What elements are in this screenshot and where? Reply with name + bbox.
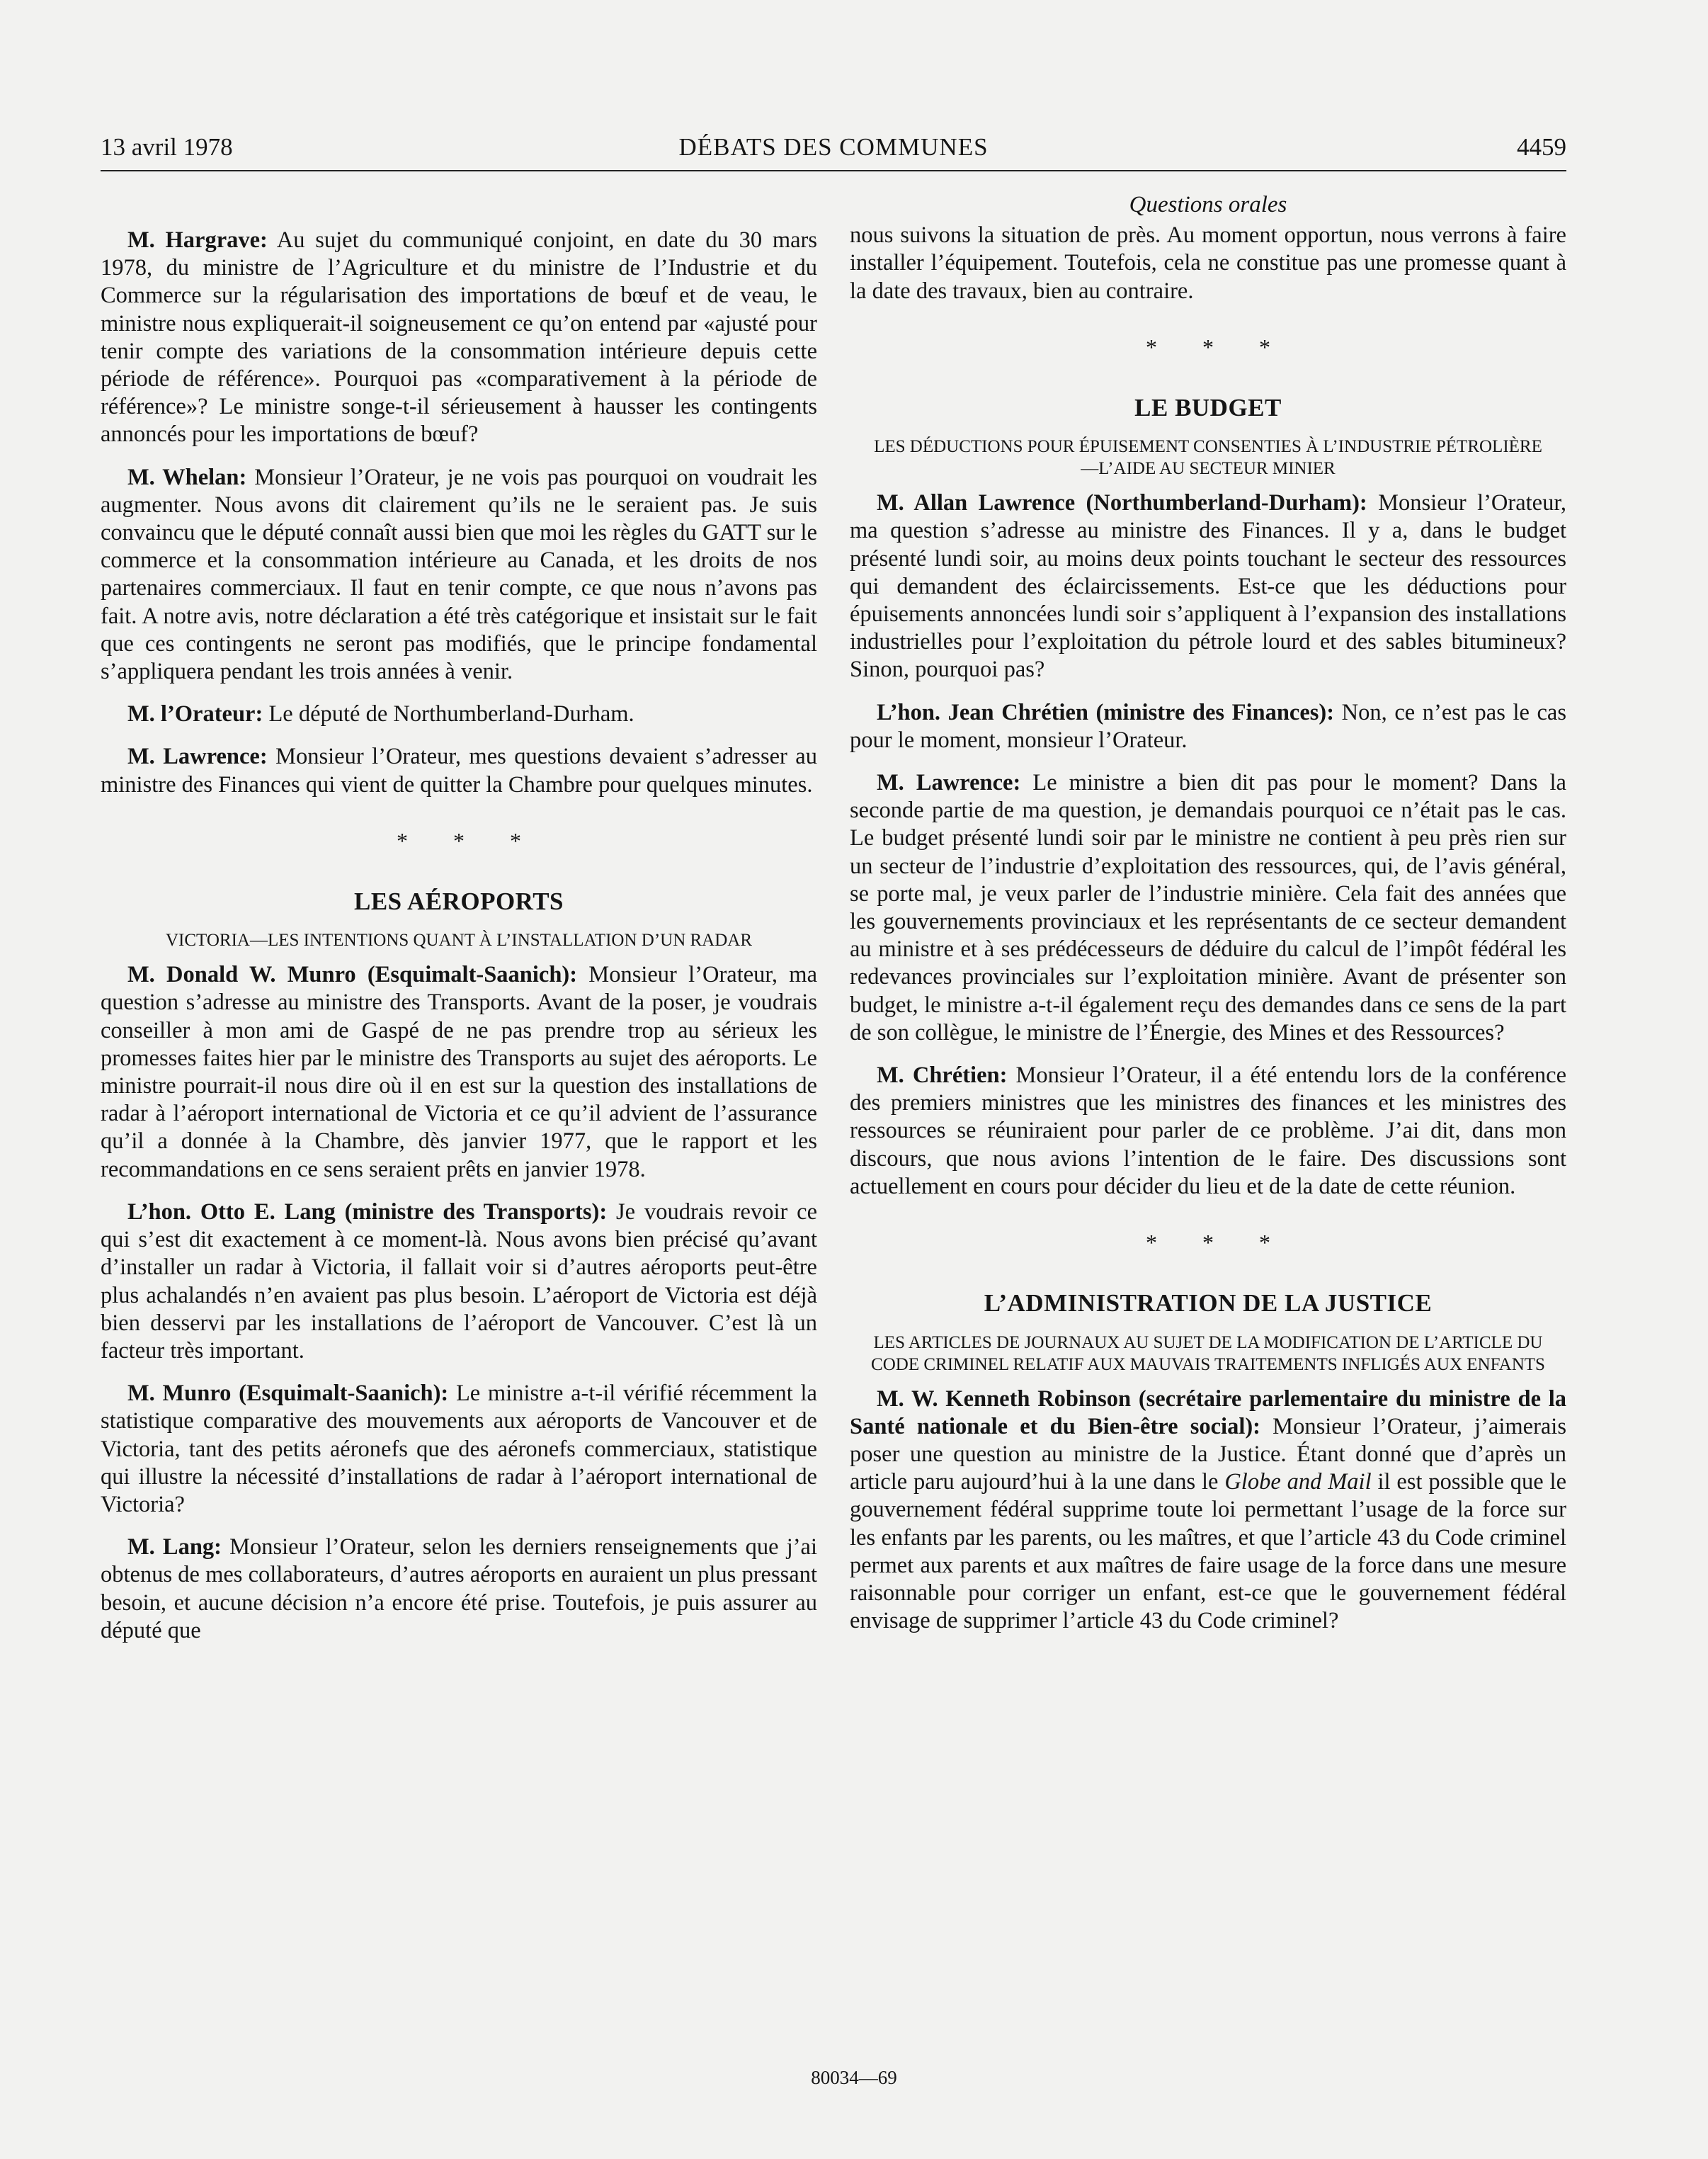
- speech-text: Le député de Northumberland-Durham.: [263, 701, 634, 727]
- speech-text: Le ministre a-t-il vérifié récemment la statistique comparative des mouvements aux aéroports de Vancouver et de Victoria, tant des petits aéronefs que des aéronefs commerciaux, statistique qui illustre la nécessité d’installations de radar à l’aéroport international de Victoria?: [101, 1381, 817, 1517]
- speech-lang-2: [101, 1534, 817, 1645]
- speech-continuation: nous suivons la situation de près. Au moment opportun, nous verrons à faire installer l’équipement. Toutefois, cela ne constitue pas une promesse quant à la date des travaux, bien au contraire.: [850, 222, 1566, 304]
- section-title: LES AÉROPORTS: [353, 888, 564, 916]
- speech-text: Monsieur l’Orateur, selon les derniers renseignements que j’ai obtenus de mes collaborateurs, d’autres aéroports en auraient un plus pressant besoin, et aucune décision n’a encore été prise. Toutefois, je puis assurer au député que: [101, 1534, 818, 1643]
- speaker-name: M. W. Kenneth Robinson (secrétaire parlementaire du ministre de la Santé nationale et du Bien-être social):: [850, 1386, 1566, 1439]
- section-subhead: VICTORIA—LES INTENTIONS QUANT À L’INSTALLATION D’UN RADAR: [165, 931, 753, 951]
- speech-whelan: [101, 464, 817, 686]
- section-separator: * * *: [1146, 334, 1290, 360]
- speaker-name: M. Lawrence:: [127, 744, 268, 770]
- section-title: L’ADMINISTRATION DE LA JUSTICE: [984, 1289, 1433, 1318]
- speaker-name: M. Donald W. Munro (Esquimalt-Saanich):: [127, 962, 578, 988]
- speech-robinson: [850, 1386, 1566, 1636]
- speech-lawrence-2: [850, 769, 1566, 1047]
- speech-chretien-2: [850, 1062, 1566, 1201]
- speech-munro-2: [101, 1380, 817, 1519]
- section-separator: * * *: [1146, 1230, 1290, 1256]
- speech-text: Monsieur l’Orateur, j’aimerais poser une question au ministre de la Justice. Étant donné que d’après un article paru aujourd’hui à la une dans le: [850, 1413, 1566, 1495]
- speech-hargrave: [101, 227, 817, 449]
- header-page-number: 4459: [1517, 133, 1566, 161]
- speech-lawrence: [101, 743, 817, 798]
- speech-text: Au sujet du communiqué conjoint, en date du 30 mars 1978, du ministre de l’Agriculture et du ministre de l’Industrie et du Commerce sur la régularisation des importations de bœuf et de veau, le ministre nous expliquerait-il soigneusement ce qu’on entend par «ajusté pour tenir compte des variations de la consommation intérieure depuis cette période de référence». Pourquoi pas «comparativement à la période de référence»? Le ministre songe-t-il sérieusement à hausser les contingents annoncés pour les importations de bœuf?: [101, 227, 817, 448]
- header-title: DÉBATS DES COMMUNES: [678, 133, 989, 161]
- speaker-name: M. Lang:: [127, 1534, 222, 1560]
- section-subhead: LES ARTICLES DE JOURNAUX AU SUJET DE LA MODIFICATION DE L’ARTICLE DU CODE CRIMINEL RELATIF AUX MAUVAIS TRAITEMENTS INFLIGÉS AUX ENFANTS: [871, 1332, 1545, 1374]
- speaker-name: M. Munro (Esquimalt-Saanich):: [127, 1381, 449, 1407]
- speaker-name: L’hon. Otto E. Lang (ministre des Transports):: [127, 1198, 608, 1225]
- speech-munro: [101, 961, 817, 1184]
- speech-text: Monsieur l’Orateur, je ne vois pas pourquoi on voudrait les augmenter. Nous avons dit clairement qu’ils ne le seraient pas. Je suis convaincu que le député connaît aussi bien que moi les règles du GATT sur le commerce et la consommation intérieure au Canada, et les droits de nos partenaires commerciaux. Il faut en tenir compte, ce que nous n’avons pas fait. A notre avis, notre déclaration a été très catégorique et insistait sur le fait que ces contingents ne seront pas modifiés, que le principe fondamental s’appliquera pendant les trois années à venir.: [101, 464, 818, 685]
- page-folio: 80034—69: [811, 2067, 897, 2088]
- speech-text: Monsieur l’Orateur, il a été entendu lors de la conférence des premiers ministres que les ministres des finances et les ministres des ressources se réuniraient pour parler de ce problème. J’ai dit, dans mon discours, que nous avions l’intention de le faire. Des discussions sont actuellement en cours pour décider du lieu et de la date de cette réunion.: [850, 1062, 1567, 1199]
- page-rubric: Questions orales: [1129, 192, 1287, 217]
- speaker-name: M. Allan Lawrence (Northumberland-Durham):: [877, 490, 1367, 516]
- speech-text: Monsieur l’Orateur, ma question s’adresse au ministre des Finances. Il y a, dans le budget présenté lundi soir, au moins deux points touchant le secteur des ressources qui demandent des éclaircissements. Est-ce que les déductions pour épuisements annoncées lundi soir s’appliquent à l’expansion des installations industrielles pour l’exploitation du pétrole lourd et des sables bitumineux? Sinon, pourquoi pas?: [850, 490, 1566, 683]
- section-title: LE BUDGET: [1134, 394, 1282, 422]
- speech-orateur: [101, 701, 817, 728]
- speech-text: Je voudrais revoir ce qui s’est dit exactement à ce moment-là. Nous avons bien précisé qu’avant d’installer un radar à Victoria, il fallait voir si d’autres aéroports peut-être plus achalandés n’en avaient pas plus besoin. L’aéroport de Victoria est déjà bien desservi par les installations de l’aéroport de Vancouver. C’est là un facteur très important.: [101, 1198, 818, 1364]
- right-column: [850, 191, 1566, 1650]
- running-header: [101, 133, 1566, 171]
- speaker-name: L’hon. Jean Chrétien (ministre des Finances):: [877, 699, 1335, 725]
- left-column: [101, 227, 817, 1660]
- speech-text: Monsieur l’Orateur, ma question s’adresse au ministre des Transports. Avant de la poser, je voudrais conseiller à mon ami de Gaspé de ne pas prendre trop au sérieux les promesses faites hier par le ministre des Transports au sujet des aéroports. Le ministre pourrait-il nous dire où il en est sur la question des installations de radar à l’aéroport international de Victoria et ce qu’il advient de l’assurance qu’il a donnée à la Chambre, dès janvier 1977, que le rapport et les recommandations en ce sens seraient prêts en janvier 1978.: [101, 962, 817, 1182]
- speech-allan-lawrence: [850, 489, 1566, 684]
- speech-lang: [101, 1198, 817, 1365]
- speaker-name: M. Hargrave:: [127, 227, 268, 253]
- speech-text: Le ministre a bien dit pas pour le moment? Dans la seconde partie de ma question, je demandais pourquoi ce n’était pas le cas. Le budget présenté lundi soir par le ministre ne contient à peu près rien sur un secteur de l’industrie d’exploitation des ressources, qui, de l’avis général, se porte mal, je veux parler de l’industrie minière. Cela fait des années que les gouvernements provinciaux et les représentants de ce secteur demandent au ministre et à ses prédécesseurs de déduire du calcul de l’impôt fédéral les redevances provinciales sur l’exploitation minière. Avant de présenter son budget, le ministre a-t-il également reçu des demandes dans ce sens de la part de son collègue, le ministre de l’Énergie, des Mines et des Ressources?: [850, 770, 1566, 1046]
- newspaper-title: Globe and Mail: [1224, 1469, 1372, 1495]
- section-subhead: LES DÉDUCTIONS POUR ÉPUISEMENT CONSENTIES À L’INDUSTRIE PÉTROLIÈRE—L’AIDE AU SECTEUR MINIER: [874, 437, 1542, 479]
- speaker-name: M. l’Orateur:: [127, 701, 263, 727]
- speech-chretien: [850, 699, 1566, 754]
- speech-text: Monsieur l’Orateur, mes questions devaient s’adresser au ministre des Finances qui vient de quitter la Chambre pour quelques minutes.: [101, 744, 817, 798]
- speaker-name: M. Chrétien:: [877, 1062, 1008, 1089]
- speech-text: Non, ce n’est pas le cas pour le moment, monsieur l’Orateur.: [850, 699, 1567, 753]
- speech-text: il est possible que le gouvernement fédéral supprime toute loi permettant l’usage de la force sur les enfants par les parents, ou les maîtres, et que l’article 43 du Code criminel permet aux parents et aux maîtres de faire usage de la force dans une mesure raisonnable pour corriger un enfant, est-ce que le gouvernement fédéral envisage de supprimer l’article 43 du Code criminel?: [850, 1469, 1566, 1634]
- header-date: 13 avril 1978: [101, 133, 233, 161]
- speaker-name: M. Lawrence:: [877, 770, 1021, 796]
- section-separator: * * *: [397, 827, 541, 854]
- speaker-name: M. Whelan:: [127, 464, 247, 490]
